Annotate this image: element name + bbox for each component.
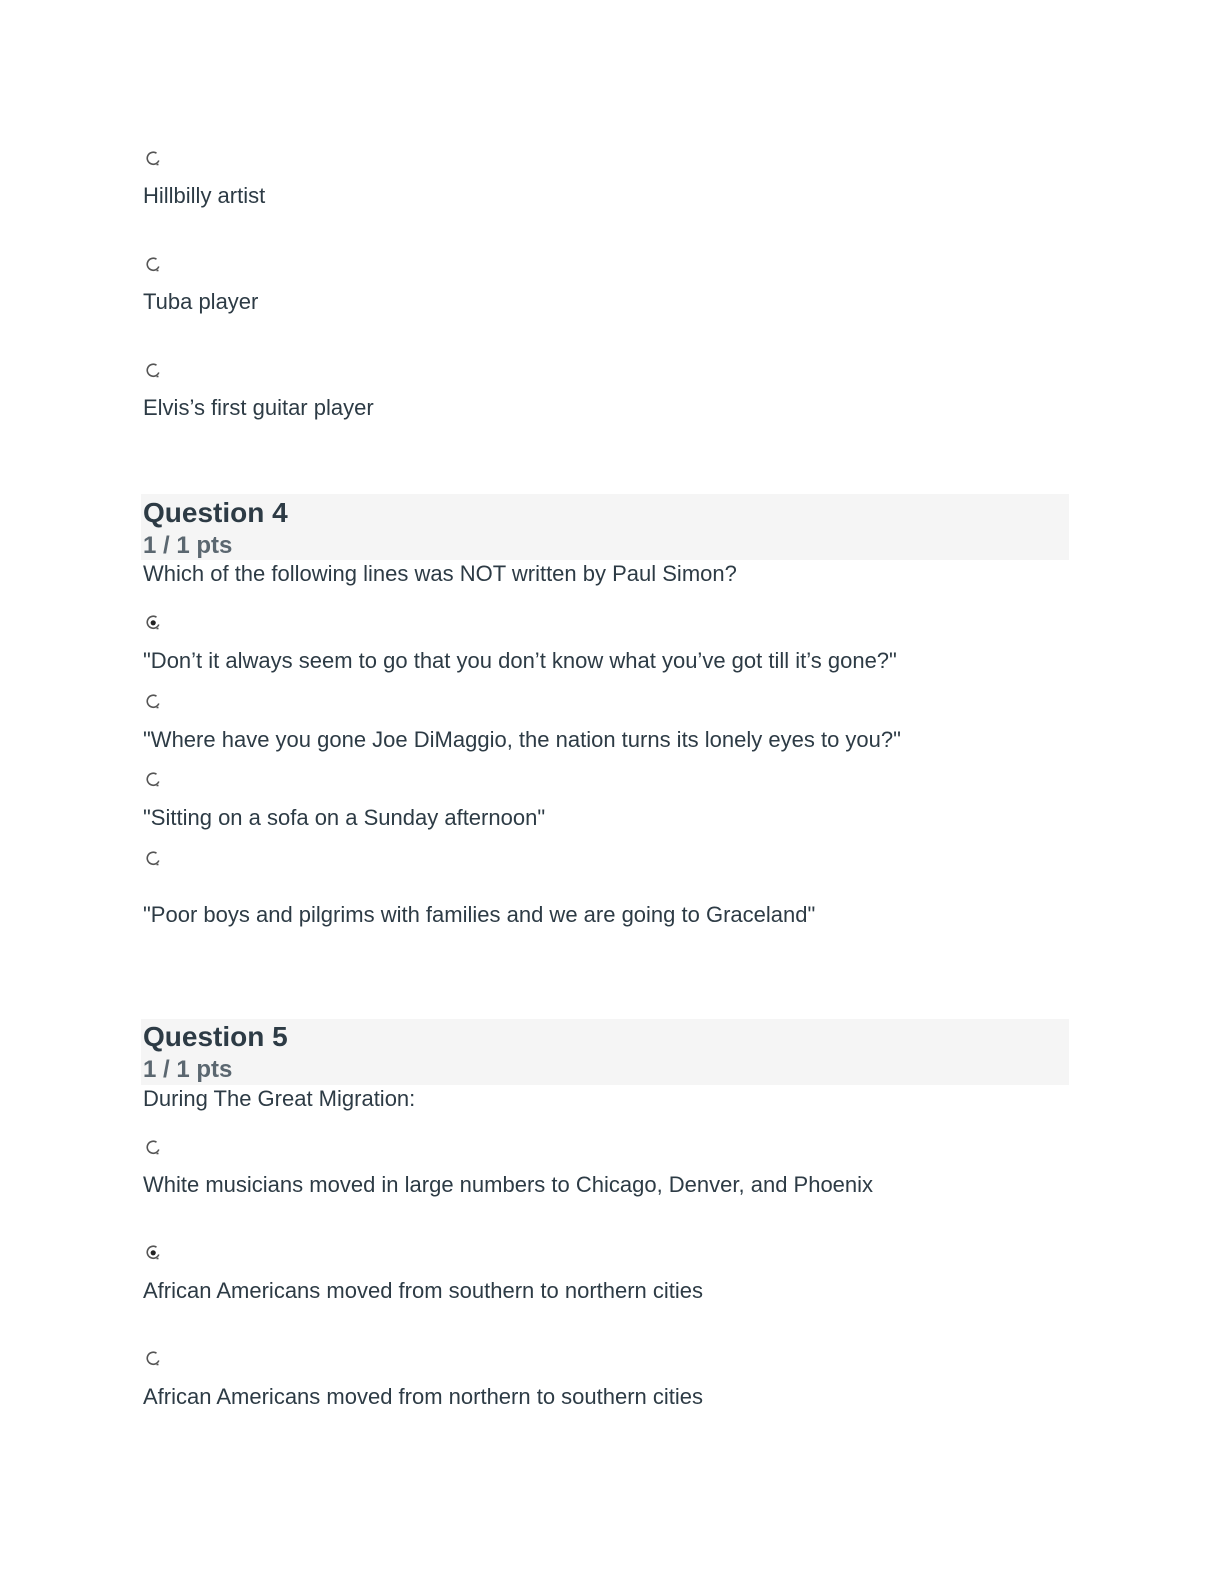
radio-unselected-icon[interactable]	[146, 851, 161, 866]
option-tuba-player: Tuba player	[143, 289, 259, 314]
radio-unselected-icon[interactable]	[146, 1351, 161, 1366]
option-elvis-guitar-player: Elvis’s first guitar player	[143, 395, 374, 420]
radio-selected-icon[interactable]	[146, 615, 161, 630]
radio-unselected-icon[interactable]	[146, 772, 161, 787]
question-5-title: Question 5	[143, 1021, 288, 1052]
radio-unselected-icon[interactable]	[146, 363, 161, 378]
question-4-title: Question 4	[143, 497, 288, 528]
q5-option-1: White musicians moved in large numbers to Chicago, Denver, and Phoenix	[143, 1172, 874, 1197]
radio-selected-icon[interactable]	[146, 1245, 161, 1260]
q4-option-3: "Sitting on a sofa on a Sunday afternoon"	[143, 805, 546, 830]
q5-option-2: African Americans moved from southern to northern cities	[143, 1278, 704, 1303]
q4-option-1: "Don’t it always seem to go that you don’t know what you’ve got till it’s gone?"	[143, 648, 897, 673]
q5-option-3: African Americans moved from northern to southern cities	[143, 1384, 704, 1409]
q4-option-4: "Poor boys and pilgrims with families and we are going to Graceland"	[143, 902, 816, 927]
question-5-points: 1 / 1 pts	[143, 1056, 233, 1083]
radio-unselected-icon[interactable]	[146, 694, 161, 709]
question-4-points: 1 / 1 pts	[143, 532, 233, 559]
option-hillbilly-artist: Hillbilly artist	[143, 183, 266, 208]
radio-unselected-icon[interactable]	[146, 257, 161, 272]
question-4-prompt: Which of the following lines was NOT written by Paul Simon?	[143, 561, 737, 586]
q4-option-2: "Where have you gone Joe DiMaggio, the nation turns its lonely eyes to you?"	[143, 727, 901, 752]
question-5-prompt: During The Great Migration:	[143, 1086, 416, 1111]
radio-unselected-icon[interactable]	[146, 151, 161, 166]
radio-unselected-icon[interactable]	[146, 1140, 161, 1155]
